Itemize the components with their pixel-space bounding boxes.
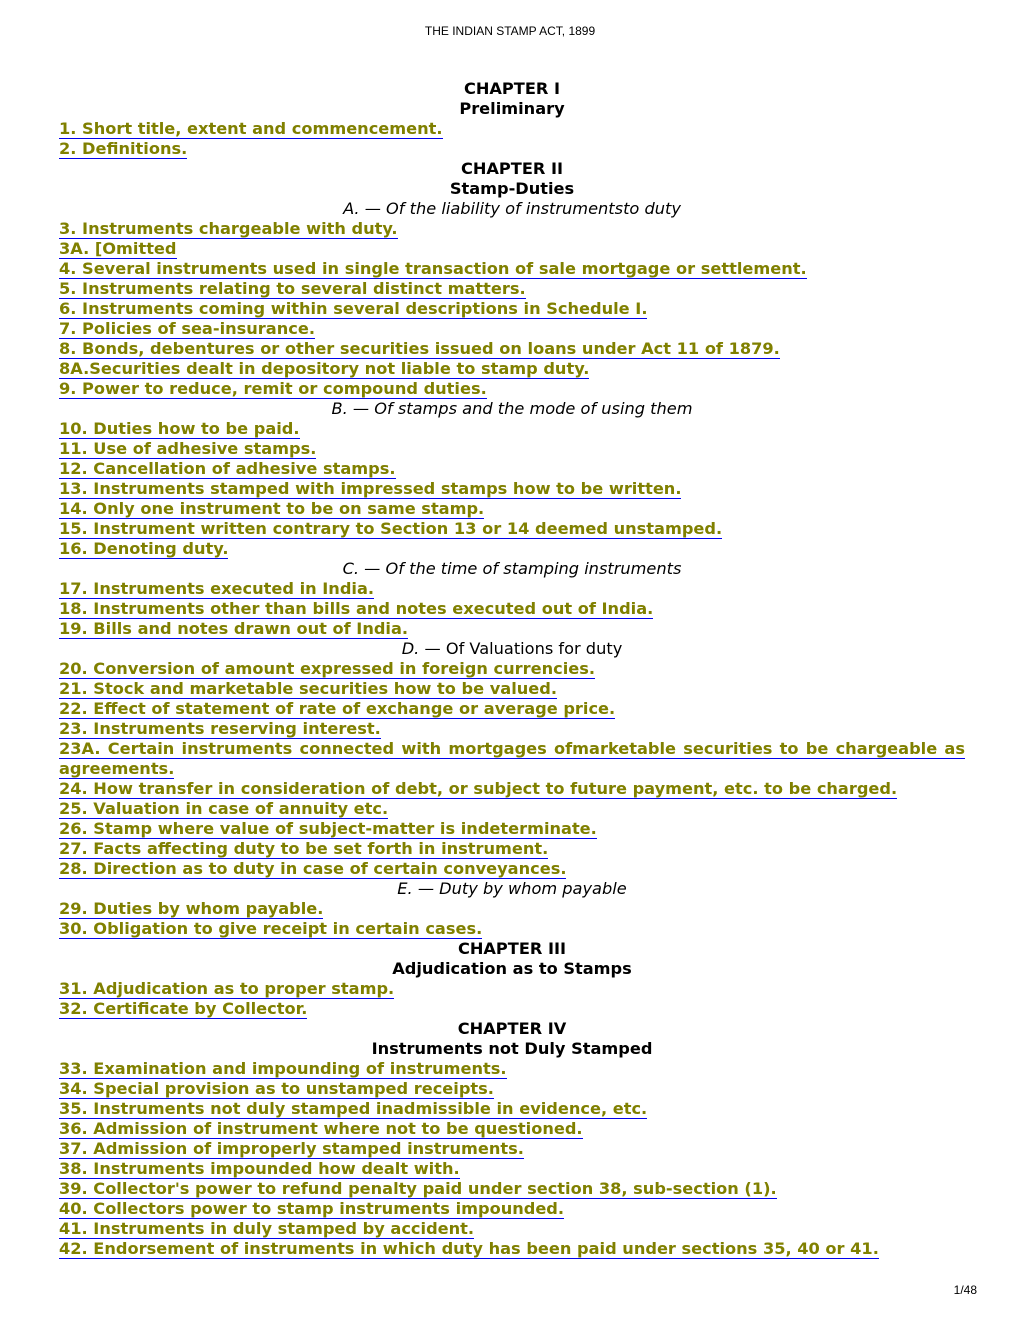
subchapter-letter: D.	[401, 639, 420, 658]
section-link-7[interactable]: 7. Policies of sea-insurance.	[59, 319, 315, 338]
section-link-3a[interactable]: 3A. [Omitted	[59, 239, 177, 258]
section-link-39[interactable]: 39. Collector's power to refund penalty paid under section 38, sub-section (1).	[59, 1179, 777, 1198]
chapter-title: Stamp-Duties	[449, 179, 575, 198]
section-link-30[interactable]: 30. Obligation to give receipt in certain cases.	[59, 919, 483, 938]
subchapter-heading: C. — Of the time of stamping instruments	[342, 559, 682, 578]
section-link-17[interactable]: 17. Instruments executed in India.	[59, 579, 375, 598]
section-link-22[interactable]: 22. Effect of statement of rate of exchange or average price.	[59, 699, 616, 718]
section-link-36[interactable]: 36. Admission of instrument where not to be questioned.	[59, 1119, 583, 1138]
section-link-1[interactable]: 1. Short title, extent and commencement.	[59, 119, 443, 138]
section-link-41[interactable]: 41. Instruments in duly stamped by accident.	[59, 1219, 475, 1238]
chapter-heading: CHAPTER IV	[457, 1019, 567, 1038]
chapter-title: Preliminary	[459, 99, 565, 118]
subchapter-heading: B. — Of stamps and the mode of using them	[331, 399, 693, 418]
page-number: 1/48	[953, 1283, 977, 1297]
section-link-8[interactable]: 8. Bonds, debentures or other securities issued on loans under Act 11 of 1879.	[59, 339, 780, 358]
section-link-27[interactable]: 27. Facts affecting duty to be set forth in instrument.	[59, 839, 549, 858]
section-link-16[interactable]: 16. Denoting duty.	[59, 539, 229, 558]
section-link-32[interactable]: 32. Certificate by Collector.	[59, 999, 308, 1018]
page-header: THE INDIAN STAMP ACT, 1899	[424, 24, 596, 38]
section-link-8a[interactable]: 8A.Securities dealt in depository not liable to stamp duty.	[59, 359, 590, 378]
section-link-14[interactable]: 14. Only one instrument to be on same stamp.	[59, 499, 485, 518]
section-link-4[interactable]: 4. Several instruments used in single transaction of sale mortgage or settlement.	[59, 259, 807, 278]
section-link-15[interactable]: 15. Instrument written contrary to Section 13 or 14 deemed unstamped.	[59, 519, 723, 538]
section-link-42[interactable]: 42. Endorsement of instruments in which duty has been paid under sections 35, 40 or 41.	[59, 1239, 879, 1258]
section-link-23[interactable]: 23. Instruments reserving interest.	[59, 719, 381, 738]
section-link-13[interactable]: 13. Instruments stamped with impressed stamps how to be written.	[59, 479, 682, 498]
section-link-3[interactable]: 3. Instruments chargeable with duty.	[59, 219, 398, 238]
subchapter-heading: A. — Of the liability of instrumentsto duty	[343, 199, 681, 218]
section-link-38[interactable]: 38. Instruments impounded how dealt with.	[59, 1159, 460, 1178]
section-link-25[interactable]: 25. Valuation in case of annuity etc.	[59, 799, 389, 818]
section-link-28[interactable]: 28. Direction as to duty in case of certain conveyances.	[59, 859, 567, 878]
section-link-24[interactable]: 24. How transfer in consideration of debt, or subject to future payment, etc. to be charged.	[59, 779, 898, 798]
section-link-20[interactable]: 20. Conversion of amount expressed in foreign currencies.	[59, 659, 596, 678]
subchapter-heading	[59, 639, 965, 659]
section-link-26[interactable]: 26. Stamp where value of subject-matter is indeterminate.	[59, 819, 597, 838]
table-of-contents	[59, 79, 965, 1259]
section-link-6[interactable]: 6. Instruments coming within several descriptions in Schedule I.	[59, 299, 648, 318]
section-link-9[interactable]: 9. Power to reduce, remit or compound duties.	[59, 379, 487, 398]
section-link-31[interactable]: 31. Adjudication as to proper stamp.	[59, 979, 395, 998]
section-link-2[interactable]: 2. Definitions.	[59, 139, 188, 158]
subchapter-heading: E. — Duty by whom payable	[397, 879, 627, 898]
section-link-35[interactable]: 35. Instruments not duly stamped inadmissible in evidence, etc.	[59, 1099, 648, 1118]
section-link-12[interactable]: 12. Cancellation of adhesive stamps.	[59, 459, 396, 478]
section-link-40[interactable]: 40. Collectors power to stamp instruments impounded.	[59, 1199, 565, 1218]
chapter-title: Instruments not Duly Stamped	[371, 1039, 653, 1058]
section-link-18[interactable]: 18. Instruments other than bills and notes executed out of India.	[59, 599, 654, 618]
chapter-heading: CHAPTER I	[463, 79, 561, 98]
section-link-19[interactable]: 19. Bills and notes drawn out of India.	[59, 619, 409, 638]
section-link-29[interactable]: 29. Duties by whom payable.	[59, 899, 324, 918]
subchapter-text: — Of Valuations for duty	[419, 639, 623, 658]
section-link-21[interactable]: 21. Stock and marketable securities how to be valued.	[59, 679, 557, 698]
chapter-heading: CHAPTER II	[460, 159, 564, 178]
chapter-heading: CHAPTER III	[457, 939, 567, 958]
section-link-11[interactable]: 11. Use of adhesive stamps.	[59, 439, 317, 458]
section-link-34[interactable]: 34. Special provision as to unstamped receipts.	[59, 1079, 494, 1098]
section-link-10[interactable]: 10. Duties how to be paid.	[59, 419, 300, 438]
section-link-33[interactable]: 33. Examination and impounding of instruments.	[59, 1059, 507, 1078]
section-link-23a[interactable]: 23A. Certain instruments connected with mortgages ofmarketable securities to be chargeable as agreements.	[59, 739, 965, 778]
chapter-title: Adjudication as to Stamps	[392, 959, 632, 978]
section-link-5[interactable]: 5. Instruments relating to several distinct matters.	[59, 279, 526, 298]
section-link-37[interactable]: 37. Admission of improperly stamped instruments.	[59, 1139, 524, 1158]
